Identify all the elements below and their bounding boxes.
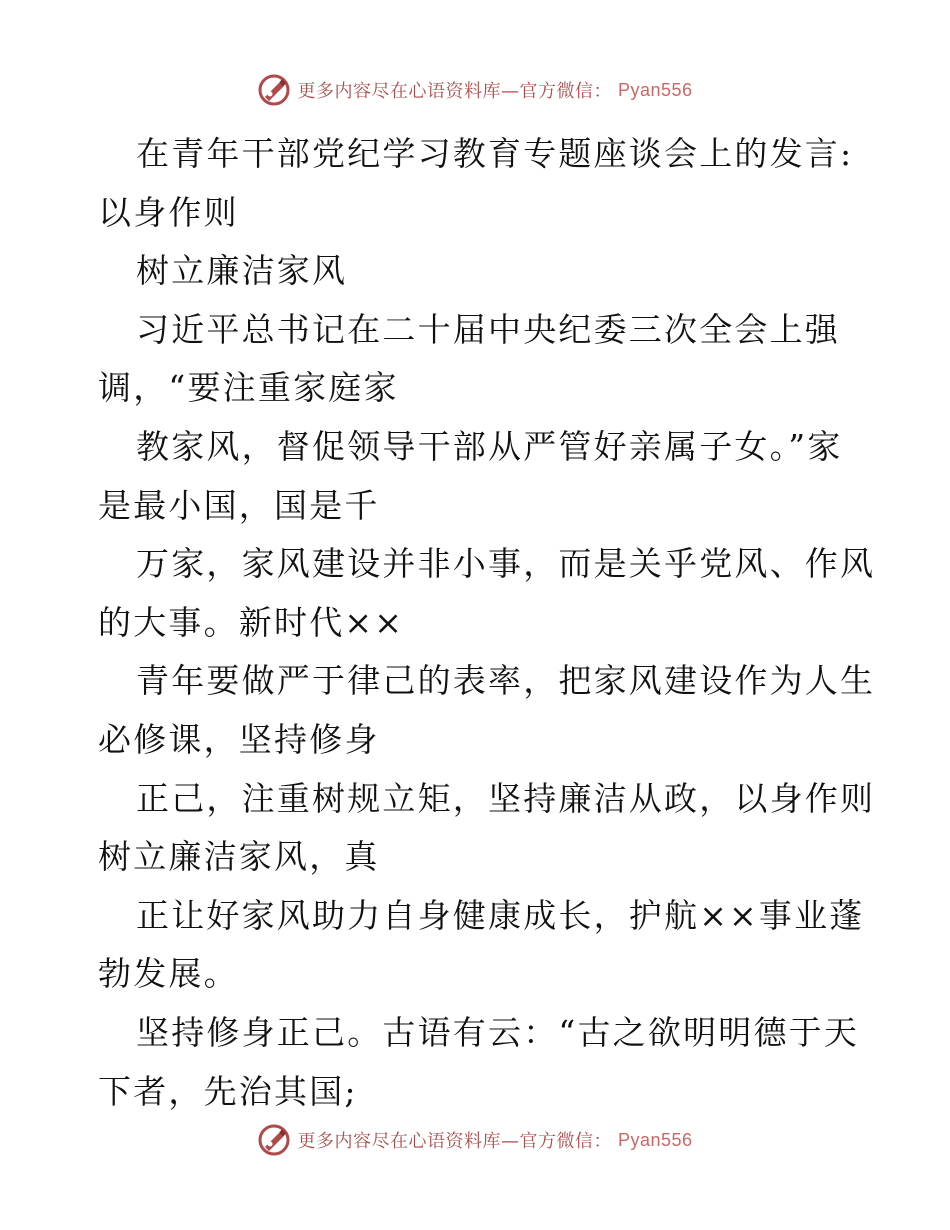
header-watermark bbox=[0, 70, 950, 110]
paragraph bbox=[98, 242, 858, 301]
paragraph-line: 万家，家风建设并非小事，而是关乎党风、作风 bbox=[136, 544, 876, 584]
footer-watermark bbox=[0, 1120, 950, 1160]
paragraph-line: 必修课，坚持修身 bbox=[98, 719, 380, 759]
paragraph bbox=[98, 887, 865, 1004]
paragraph-line: 调，“要注重家庭家 bbox=[98, 368, 399, 408]
paragraph bbox=[98, 770, 876, 887]
watermark-wechat-id: Pyan556 bbox=[617, 79, 693, 100]
paragraph-line: 下者，先治其国; bbox=[98, 1071, 358, 1111]
brand-logo-icon bbox=[257, 1123, 291, 1157]
paragraph-line: 的大事。新时代×× bbox=[98, 602, 405, 642]
paragraph bbox=[98, 535, 876, 652]
paragraph-line: 青年要做严于律己的表率，把家风建设作为人生 bbox=[136, 661, 876, 701]
document-body bbox=[98, 125, 876, 1121]
paragraph-line: 正己，注重树规立矩，坚持廉洁从政，以身作则 bbox=[136, 778, 876, 818]
paragraph bbox=[98, 1004, 858, 1121]
paragraph-line: 树立廉洁家风，真 bbox=[98, 837, 380, 877]
paragraph-line: 正让好家风助力自身健康成长，护航××事业蓬 bbox=[136, 895, 865, 935]
paragraph-line: 是最小国，国是千 bbox=[98, 485, 380, 525]
paragraph-line: 坚持修身正己。古语有云：“古之欲明明德于天 bbox=[136, 1012, 860, 1052]
watermark-wechat-id: Pyan556 bbox=[617, 1129, 693, 1150]
brand-logo-icon bbox=[257, 73, 291, 107]
watermark-text: 更多内容尽在心语资料库—官方微信： bbox=[297, 81, 612, 102]
paragraph-line: 勃发展。 bbox=[98, 954, 239, 994]
watermark-text: 更多内容尽在心语资料库—官方微信： bbox=[297, 1131, 612, 1152]
paragraph-line: 树立廉洁家风 bbox=[136, 251, 348, 291]
paragraph-line: 在青年干部党纪学习教育专题座谈会上的发言: bbox=[136, 134, 854, 173]
paragraph bbox=[98, 652, 876, 769]
paragraph bbox=[98, 125, 858, 242]
paragraph bbox=[98, 301, 858, 418]
paragraph-line: 以身作则 bbox=[98, 192, 239, 232]
paragraph-line: 习近平总书记在二十届中央纪委三次全会上强 bbox=[136, 309, 840, 349]
paragraph-line: 教家风，督促领导干部从严管好亲属子女。”家 bbox=[136, 426, 843, 466]
paragraph bbox=[98, 418, 858, 535]
